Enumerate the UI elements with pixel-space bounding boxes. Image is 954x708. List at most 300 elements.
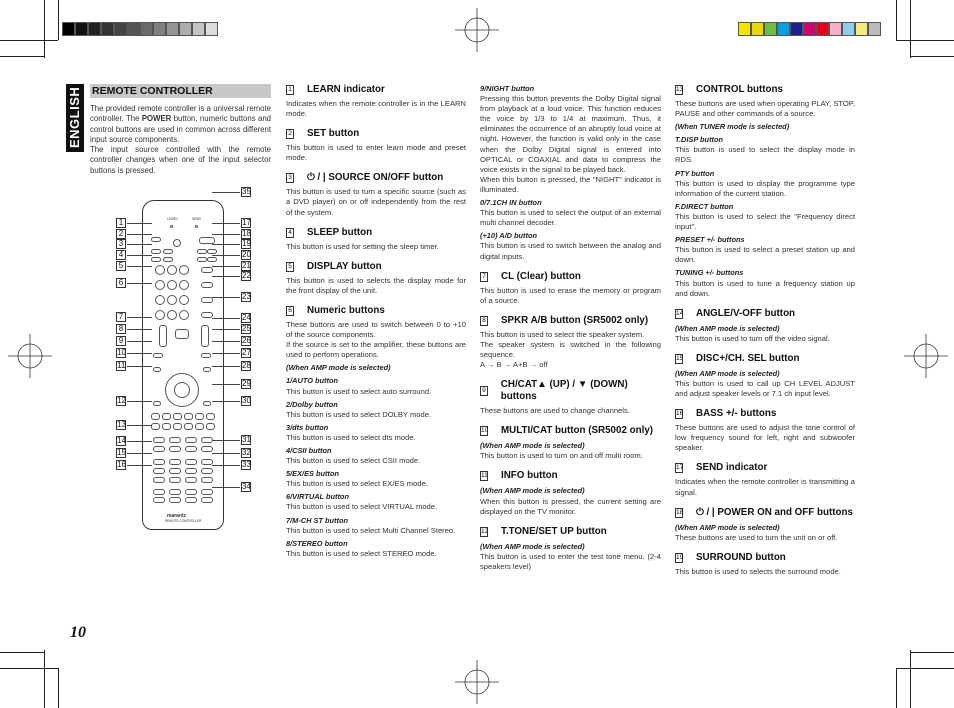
item-description: This button is used to turn on and off multi room. bbox=[480, 451, 643, 461]
sub-label: PRESET +/- buttons bbox=[675, 235, 745, 245]
sub-label: (+10) A/D button bbox=[480, 231, 537, 241]
item-5 bbox=[286, 261, 466, 296]
crop-mark bbox=[896, 0, 897, 40]
crop-mark bbox=[896, 668, 897, 708]
numeric-button bbox=[167, 280, 177, 290]
item-mode-label: (When AMP mode is selected) bbox=[480, 486, 585, 496]
sub-label: 2/Dolby button bbox=[286, 399, 338, 409]
callout-line bbox=[127, 366, 152, 367]
input-selector-button bbox=[169, 489, 181, 495]
callout-line bbox=[212, 341, 240, 342]
item-2 bbox=[286, 128, 466, 163]
sub-label: T.DISP button bbox=[675, 135, 724, 145]
remote-button bbox=[151, 257, 161, 262]
crop-mark bbox=[896, 668, 954, 669]
sub-label: 7/M-CH ST button bbox=[286, 515, 348, 525]
item-heading bbox=[675, 552, 855, 564]
remote-button bbox=[169, 459, 181, 465]
item-number: 8 bbox=[480, 316, 488, 326]
callout-line bbox=[127, 223, 152, 224]
item-17 bbox=[675, 462, 855, 497]
item-15 bbox=[675, 353, 855, 399]
callout-number: 33 bbox=[242, 460, 251, 469]
control-button bbox=[151, 413, 160, 420]
crop-mark bbox=[896, 40, 954, 41]
gray-swatch bbox=[166, 22, 179, 36]
callout-number: 35 bbox=[242, 187, 251, 196]
remote-button bbox=[151, 237, 161, 242]
callout-number: 16 bbox=[117, 460, 126, 469]
crop-mark bbox=[44, 650, 45, 708]
item-10 bbox=[480, 425, 661, 461]
item-description: This button is used to turn off the video signal. bbox=[675, 333, 830, 343]
control-button bbox=[206, 423, 215, 430]
item-number: 18 bbox=[676, 508, 684, 516]
callout-line bbox=[212, 234, 240, 235]
callout-line bbox=[127, 329, 152, 330]
intro-text-2: The input source controlled with the remote controller changes when one of the input selector buttons is pressed. bbox=[90, 145, 271, 175]
callout-line bbox=[212, 223, 240, 224]
item-description: These buttons are used to change channels. bbox=[480, 406, 630, 416]
item-title: CONTROL buttons bbox=[696, 84, 783, 95]
remote-button bbox=[201, 468, 213, 474]
crop-mark bbox=[910, 56, 954, 57]
item-description: Indicates when the remote controller is in the LEARN mode. bbox=[286, 99, 466, 119]
callout-line bbox=[127, 465, 152, 466]
item-heading bbox=[480, 271, 661, 283]
item-number: 4 bbox=[286, 228, 294, 238]
remote-button bbox=[153, 353, 163, 358]
callout-number: 19 bbox=[242, 239, 251, 248]
item-title: CL (Clear) button bbox=[501, 270, 581, 282]
item-title: MULTI/CAT button (SR5002 only) bbox=[501, 425, 654, 437]
numeric-button bbox=[155, 280, 165, 290]
item-description: This button is used to enter learn mode and preset mode. bbox=[286, 143, 466, 163]
callout-line bbox=[127, 283, 152, 284]
item-title: DISPLAY button bbox=[307, 260, 382, 272]
remote-button bbox=[203, 401, 211, 406]
sub-description: This button is used to display the programme type information of the current station. bbox=[675, 178, 855, 198]
sub-description: This button is used to select Multi Channel Stereo. bbox=[286, 525, 456, 535]
item-description: This button is used for setting the sleep timer. bbox=[286, 241, 439, 251]
input-selector-button bbox=[153, 489, 165, 495]
item-number: 5 bbox=[286, 262, 294, 272]
item-heading bbox=[286, 227, 466, 239]
item-heading bbox=[675, 507, 855, 519]
callout-number: 10 bbox=[117, 348, 126, 357]
control-button bbox=[162, 413, 171, 420]
callout-line bbox=[212, 318, 240, 319]
numeric-button bbox=[179, 265, 189, 275]
intro-text bbox=[90, 104, 271, 176]
sub-label: PTY button bbox=[675, 168, 715, 178]
item-title: BASS +/- buttons bbox=[696, 408, 777, 420]
sub-description: This button is used to select STEREO mode. bbox=[286, 548, 437, 558]
item-heading bbox=[675, 353, 855, 365]
control-button bbox=[173, 413, 182, 420]
sub-label: 3/dts button bbox=[286, 422, 329, 432]
callout-number: 4 bbox=[116, 250, 126, 260]
remote-button bbox=[207, 249, 217, 254]
callout-line bbox=[212, 366, 240, 367]
item-description: These buttons are used to turn the unit on or off. bbox=[675, 532, 838, 542]
item-4 bbox=[286, 227, 466, 252]
callout-number: 6 bbox=[116, 278, 126, 288]
item-title: INFO button bbox=[501, 470, 558, 482]
item-number: 7 bbox=[480, 272, 488, 282]
control-button bbox=[169, 446, 181, 452]
sub-label: 8/STEREO button bbox=[286, 538, 348, 548]
input-selector-button bbox=[153, 497, 165, 503]
item-mode-label: (When AMP mode is selected) bbox=[480, 541, 585, 551]
item-title: SLEEP button bbox=[307, 226, 373, 238]
item-7 bbox=[480, 271, 661, 306]
item-title: SPKR A/B button (SR5002 only) bbox=[501, 314, 649, 326]
callout-line bbox=[127, 341, 152, 342]
remote-button bbox=[203, 367, 211, 372]
item-number: 17 bbox=[676, 464, 684, 472]
callout-line bbox=[127, 425, 152, 426]
item-title: ⏻ / | POWER ON and OFF buttons bbox=[696, 506, 853, 518]
registration-target-icon bbox=[455, 8, 499, 52]
gray-swatch bbox=[192, 22, 205, 36]
volume-button bbox=[201, 325, 209, 347]
callout-number: 17 bbox=[242, 218, 251, 227]
intro-text-bold: POWER bbox=[141, 114, 172, 124]
remote-button bbox=[169, 468, 181, 474]
item-heading bbox=[480, 315, 661, 327]
sub-label: 5/EX/ES button bbox=[286, 469, 339, 479]
sub-label: 1/AUTO button bbox=[286, 376, 339, 386]
remote-illustration bbox=[142, 200, 224, 530]
sub-description: This button is used to select CSII mode. bbox=[286, 456, 421, 466]
sub-label: 6/VIRTUAL button bbox=[286, 492, 349, 502]
crop-mark bbox=[0, 40, 58, 41]
gray-swatch bbox=[179, 22, 192, 36]
item-18 bbox=[675, 507, 855, 543]
callout-line bbox=[212, 487, 240, 488]
control-button bbox=[195, 413, 204, 420]
item-heading bbox=[675, 84, 855, 96]
color-swatch bbox=[777, 22, 790, 36]
callout-line bbox=[212, 244, 240, 245]
crop-mark bbox=[0, 56, 44, 57]
callout-line bbox=[212, 453, 240, 454]
callout-number: 14 bbox=[117, 436, 126, 445]
remote-button bbox=[201, 282, 213, 288]
remote-button bbox=[201, 297, 213, 303]
sub-description: This button is used to select the display mode in RDS. bbox=[675, 145, 855, 165]
crop-mark bbox=[0, 668, 58, 669]
item-title: SURROUND button bbox=[696, 551, 786, 563]
numeric-button bbox=[155, 295, 165, 305]
callout-line bbox=[212, 401, 240, 402]
item-1 bbox=[286, 84, 466, 119]
sub-label: (When TUNER mode is selected) bbox=[675, 122, 790, 132]
control-button bbox=[173, 423, 182, 430]
gray-swatch bbox=[62, 22, 75, 36]
remote-button bbox=[153, 477, 165, 483]
callout-number: 15 bbox=[117, 448, 126, 457]
control-button bbox=[206, 413, 215, 420]
sub-label: F.DIRECT button bbox=[675, 201, 734, 211]
item-heading bbox=[675, 308, 855, 320]
callout-line bbox=[212, 192, 240, 193]
item-9 bbox=[480, 379, 661, 416]
callout-line bbox=[212, 276, 240, 277]
item-mode-label: (When AMP mode is selected) bbox=[480, 441, 585, 451]
item-mode-label: (When AMP mode is selected) bbox=[675, 368, 780, 378]
remote-caption: REMOTE CONTROLLER bbox=[165, 519, 202, 523]
item-title: ANGLE/V-OFF button bbox=[696, 307, 796, 319]
color-swatch bbox=[868, 22, 881, 36]
numeric-button bbox=[179, 295, 189, 305]
item-number: 11 bbox=[481, 472, 488, 480]
callout-line bbox=[212, 255, 240, 256]
sub-label: 4/CSII button bbox=[286, 445, 332, 455]
item-heading bbox=[480, 526, 661, 538]
callout-line bbox=[127, 255, 152, 256]
section-header bbox=[90, 84, 271, 98]
callout-number: 34 bbox=[242, 482, 251, 491]
item-title: LEARN indicator bbox=[307, 84, 385, 95]
remote-button bbox=[185, 477, 197, 483]
sub-label: 0/7.1CH IN button bbox=[480, 198, 542, 208]
color-swatch bbox=[855, 22, 868, 36]
item-description: This button is used to selects the display mode for the front display of the unit. bbox=[286, 275, 466, 295]
color-swatch bbox=[751, 22, 764, 36]
item-description: This button is used to selects the surround mode. bbox=[675, 566, 841, 576]
color-swatch bbox=[829, 22, 842, 36]
item-description: These buttons are used to switch between 0 to +10 of the source components. If the source is set to the amplifier, these buttons are used to perform operations. bbox=[286, 319, 466, 360]
numeric-subsection bbox=[480, 84, 661, 262]
gray-swatch bbox=[114, 22, 127, 36]
item-12 bbox=[480, 526, 661, 572]
control-button bbox=[195, 423, 204, 430]
callout-number: 27 bbox=[242, 348, 251, 357]
remote-button bbox=[153, 459, 165, 465]
registration-target-icon bbox=[904, 334, 948, 378]
callout-number: 30 bbox=[242, 396, 251, 405]
item-description: This button is used to enter the test tone menu. (2-4 speakers level) bbox=[480, 551, 661, 571]
input-selector-button bbox=[185, 497, 197, 503]
item-title: DISC+/CH. SEL button bbox=[696, 352, 800, 364]
item-number: 12 bbox=[481, 527, 489, 535]
page-number: 10 bbox=[70, 624, 86, 641]
remote-button bbox=[185, 459, 197, 465]
callout-number: 22 bbox=[242, 271, 251, 280]
sub-description: This button is used to select VIRTUAL mode. bbox=[286, 502, 438, 512]
numeric-button bbox=[155, 310, 165, 320]
callout-line bbox=[127, 353, 152, 354]
item-number: 13 bbox=[676, 86, 684, 93]
item-heading bbox=[286, 84, 466, 96]
callout-number: 32 bbox=[242, 448, 251, 457]
item-description: This button is used to erase the memory or program of a source. bbox=[480, 285, 661, 305]
callout-number: 13 bbox=[117, 420, 126, 429]
item-title: ⏻ / | SOURCE ON/OFF button bbox=[307, 172, 444, 184]
item-description: This button is used to select the speaker system. The speaker system is switched in the following sequence. A → B → A+B → off bbox=[480, 329, 661, 370]
gray-swatch bbox=[153, 22, 166, 36]
item-title: SET button bbox=[307, 128, 360, 140]
callout-number: 29 bbox=[242, 379, 251, 388]
callout-line bbox=[127, 453, 152, 454]
callout-line bbox=[212, 353, 240, 354]
callout-number: 8 bbox=[116, 324, 126, 334]
gray-swatch bbox=[127, 22, 140, 36]
callout-line bbox=[127, 244, 152, 245]
sub-description: This button is used to select a preset station up and down. bbox=[675, 245, 855, 265]
gray-swatch bbox=[88, 22, 101, 36]
callout-number: 24 bbox=[242, 313, 251, 322]
remote-brand-logo: marantz bbox=[167, 513, 187, 519]
callout-line bbox=[127, 234, 152, 235]
callout-line bbox=[212, 329, 240, 330]
item-heading bbox=[480, 425, 661, 437]
remote-button bbox=[169, 477, 181, 483]
remote-button bbox=[201, 477, 213, 483]
control-button bbox=[151, 423, 160, 430]
control-button bbox=[153, 437, 165, 443]
item-heading bbox=[675, 408, 855, 420]
item-description: When this button is pressed, the current setting are displayed on the TV monitor. bbox=[480, 496, 661, 516]
item-title: SEND indicator bbox=[696, 462, 768, 474]
callout-number: 31 bbox=[242, 435, 251, 444]
remote-button bbox=[153, 367, 161, 372]
color-bar bbox=[738, 22, 881, 36]
control-button bbox=[162, 423, 171, 430]
callout-line bbox=[212, 465, 240, 466]
item-number: 15 bbox=[676, 354, 684, 362]
callout-line bbox=[127, 441, 152, 442]
remote-button bbox=[207, 257, 217, 262]
item-heading bbox=[286, 172, 466, 184]
numeric-button bbox=[167, 310, 177, 320]
intro-text-b: button, numeric buttons and control buttons are used in common across different input source components. bbox=[90, 114, 271, 144]
item-number: 10 bbox=[481, 427, 489, 435]
gray-swatch bbox=[140, 22, 153, 36]
registration-target-icon bbox=[8, 334, 52, 378]
control-button bbox=[185, 437, 197, 443]
item-number: 19 bbox=[676, 553, 684, 561]
remote-button bbox=[163, 249, 173, 254]
numeric-button bbox=[179, 280, 189, 290]
sub-description: This button is used to select EX/ES mode. bbox=[286, 479, 428, 489]
crop-mark bbox=[58, 0, 59, 40]
item-number: 14 bbox=[676, 309, 684, 317]
language-tab-label: ENGLISH bbox=[67, 86, 82, 148]
remote-button bbox=[175, 329, 189, 339]
item-number: 16 bbox=[676, 410, 684, 418]
callout-number: 5 bbox=[116, 261, 126, 271]
column-1 bbox=[286, 84, 466, 568]
control-button bbox=[185, 446, 197, 452]
item-description: These buttons are used to adjust the tone control of low frequency sound for left, right and subwoofer speaker. bbox=[675, 423, 855, 453]
language-tab bbox=[66, 84, 84, 152]
item-14 bbox=[675, 308, 855, 344]
item-heading bbox=[480, 379, 661, 403]
callout-number: 23 bbox=[242, 292, 251, 301]
item-description: Indicates when the remote controller is transmitting a signal. bbox=[675, 477, 855, 497]
sub-description: This button is used to select DOLBY mode. bbox=[286, 409, 432, 419]
callout-number: 18 bbox=[242, 229, 251, 238]
numeric-button bbox=[179, 310, 189, 320]
color-swatch bbox=[816, 22, 829, 36]
callout-line bbox=[212, 266, 240, 267]
item-16 bbox=[675, 408, 855, 453]
item-3 bbox=[286, 172, 466, 217]
sub-description: This button is used to select auto surround. bbox=[286, 386, 432, 396]
callout-number: 3 bbox=[116, 239, 126, 249]
remote-button bbox=[199, 237, 215, 244]
callout-number: 11 bbox=[117, 361, 126, 370]
input-selector-button bbox=[169, 497, 181, 503]
remote-button bbox=[153, 468, 165, 474]
item-description: This button is used to call up CH LEVEL ADJUST and adjust speaker levels or 7.1 ch input level. bbox=[675, 378, 855, 399]
control-button bbox=[184, 413, 193, 420]
sub-label: (When AMP mode is selected) bbox=[286, 363, 391, 373]
callout-line bbox=[212, 297, 240, 298]
color-swatch bbox=[764, 22, 777, 36]
item-mode-label: (When AMP mode is selected) bbox=[675, 323, 780, 333]
callout-number: 21 bbox=[242, 261, 251, 270]
item-19 bbox=[675, 552, 855, 577]
remote-button bbox=[201, 353, 211, 358]
item-13 bbox=[675, 84, 855, 299]
item-8 bbox=[480, 315, 661, 370]
control-button bbox=[153, 446, 165, 452]
color-swatch bbox=[842, 22, 855, 36]
enter-button bbox=[174, 382, 190, 398]
remote-button bbox=[197, 257, 207, 262]
item-title: CH/CAT▲ (UP) / ▼ (DOWN) buttons bbox=[500, 379, 628, 403]
sub-description: Pressing this button prevents the Dolby Digital signal from playback at a loud voice. This function reduces the voice by 1/3 to 1/4 at maximum. Thus, it eliminates the occurrence of an abruptly loud voice at night. However, the function is valid only in the case when the Dolby Digital signal is entered into OPTICAL or COAXIAL and data to compress the voice exists in the signal to be played back. When this button is pressed, the "NIGHT" indicator is illuminated. bbox=[480, 94, 661, 194]
sub-description: This button is used to switch between the analog and digital inputs. bbox=[480, 241, 661, 261]
callout-line bbox=[127, 266, 152, 267]
color-swatch bbox=[803, 22, 816, 36]
item-heading bbox=[480, 470, 661, 482]
callout-line bbox=[127, 317, 152, 318]
remote-button bbox=[185, 468, 197, 474]
remote-button bbox=[163, 257, 173, 262]
gray-swatch bbox=[205, 22, 218, 36]
remote-send-label: SEND bbox=[192, 217, 201, 221]
item-heading bbox=[286, 261, 466, 273]
item-number: 6 bbox=[286, 306, 294, 316]
callout-number: 1 bbox=[116, 218, 126, 228]
grayscale-bar bbox=[62, 22, 218, 36]
crop-mark bbox=[44, 0, 45, 58]
callout-number: 7 bbox=[116, 312, 126, 322]
column-3 bbox=[675, 84, 855, 586]
item-mode-label: (When AMP mode is selected) bbox=[675, 522, 780, 532]
item-description: These buttons are used when operating PLAY, STOP, PAUSE and other commands of a source. bbox=[675, 99, 855, 119]
item-title: Numeric buttons bbox=[307, 304, 385, 316]
numeric-button bbox=[155, 265, 165, 275]
gray-swatch bbox=[75, 22, 88, 36]
remote-button bbox=[197, 249, 207, 254]
callout-line bbox=[212, 384, 240, 385]
item-number: 3 bbox=[286, 173, 294, 183]
crop-mark bbox=[910, 650, 911, 708]
callout-number: 2 bbox=[116, 229, 126, 239]
callout-number: 12 bbox=[117, 396, 126, 405]
callout-number: 9 bbox=[116, 336, 126, 346]
callout-line bbox=[127, 401, 152, 402]
control-button bbox=[169, 437, 181, 443]
control-button bbox=[201, 446, 213, 452]
item-6 bbox=[286, 305, 466, 559]
